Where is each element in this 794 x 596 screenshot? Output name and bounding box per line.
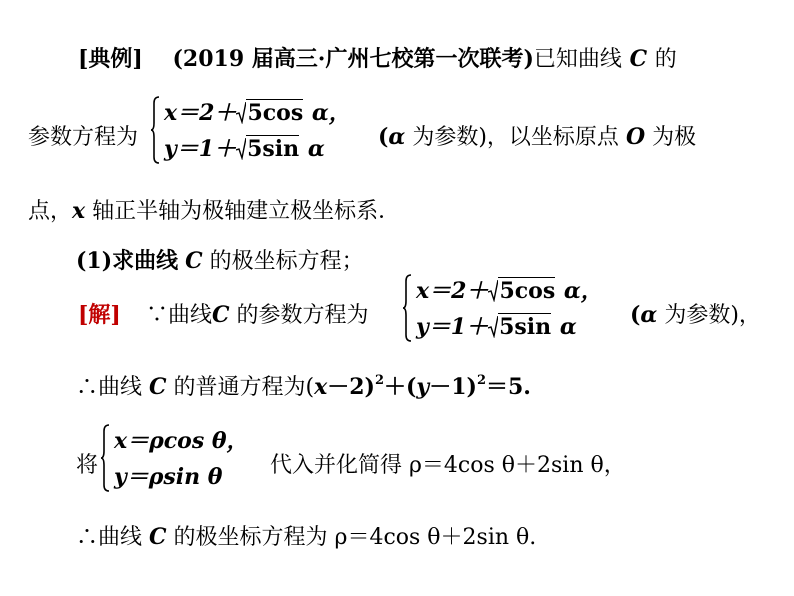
substitute-eq-2: y＝ρsin θ: [114, 464, 223, 490]
final-equation: ∴曲线 C 的极坐标方程为 ρ＝4cos θ＋2sin θ.: [76, 524, 537, 550]
solution-system: [402, 272, 612, 346]
substitute-system: [100, 422, 260, 496]
sqrt-icon: 5sin: [236, 136, 299, 162]
param-label: 参数方程为: [28, 125, 139, 150]
solution-tag: [解]: [78, 302, 121, 328]
brace-icon: [100, 422, 110, 494]
curve-c-label: C: [629, 46, 648, 72]
param-eq-1: x＝2＋ 5cos α，: [164, 100, 351, 126]
sqrt-icon: 5cos: [236, 100, 303, 126]
substitute-result: 代入并化简得 ρ＝4cos θ＋2sin θ，: [270, 453, 626, 478]
intro-text-1: 已知曲线: [533, 47, 622, 72]
solution-note: (α 为参数)，: [630, 302, 761, 328]
brace-icon: [402, 272, 412, 344]
example-tag: [典例]: [78, 46, 143, 72]
intro-text-2: 的: [654, 47, 677, 72]
param-note: (α 为参数)，以坐标原点 O 为极: [378, 124, 697, 150]
origin-o-label: O: [625, 124, 646, 150]
param-system: [150, 94, 360, 168]
solution-eq-2: y＝1＋ 5sin α: [416, 314, 577, 340]
example-heading: [78, 42, 677, 73]
param-eq-2: y＝1＋ 5sin α: [164, 136, 325, 162]
substitute-lead: 将: [76, 453, 99, 478]
sqrt-icon: 5cos: [488, 278, 555, 304]
solution-since: ∵曲线C 的参数方程为: [146, 302, 369, 328]
pole-sentence: 点，x 轴正半轴为极轴建立极坐标系．: [28, 198, 401, 224]
general-equation: ∴曲线 C 的普通方程为$(x-2)^2+(y-1)^2=5$.: [76, 373, 531, 400]
brace-icon: [150, 94, 160, 166]
sqrt-icon: 5sin: [488, 314, 551, 340]
substitute-eq-1: x＝ρcos θ，: [114, 428, 249, 454]
solution-eq-1: x＝2＋ 5cos α，: [416, 278, 603, 304]
question-1: (1)求曲线 C 的极坐标方程；: [76, 248, 364, 274]
example-source: (2019 届高三·广州七校第一次联考): [172, 46, 534, 72]
